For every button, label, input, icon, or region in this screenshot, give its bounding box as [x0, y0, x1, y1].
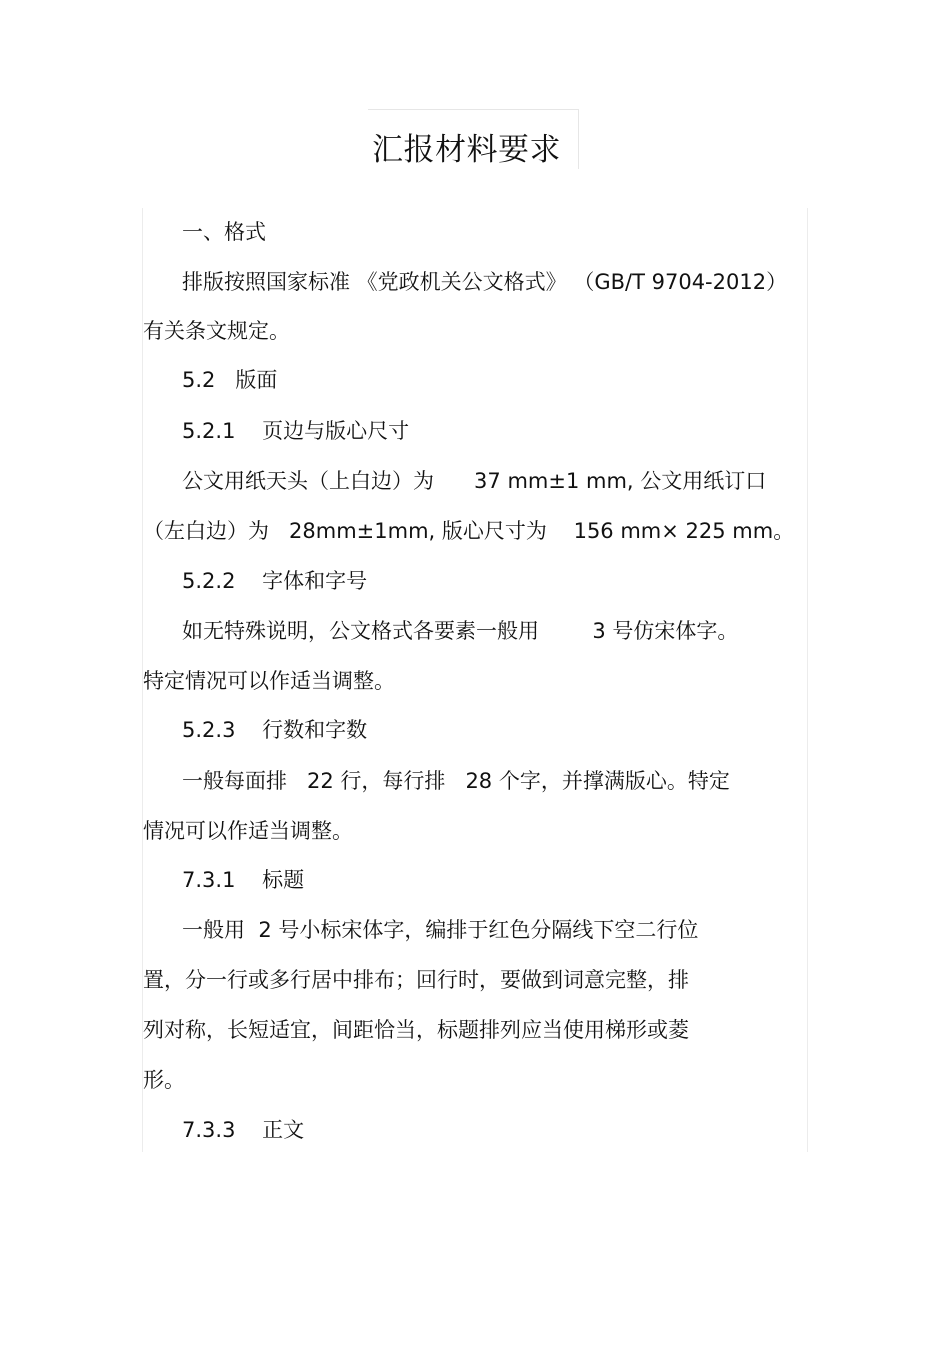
paragraph-line: 公文用纸天头（上白边）为 37 mm±1 mm, 公文用纸订口	[182, 469, 767, 493]
paragraph-line: 一般用 2 号小标宋体字，编排于红色分隔线下空二行位	[182, 918, 699, 942]
paragraph-line: 置，分一行或多行居中排布；回行时，要做到词意完整，排	[143, 968, 689, 992]
paragraph-line: 一般每面排 22 行，每行排 28 个字，并撑满版心。特定	[182, 769, 730, 793]
paragraph-line: 有关条文规定。	[143, 319, 290, 343]
subsection-heading: 5.2.1 页边与版心尺寸	[182, 419, 410, 443]
document-title: 汇报材料要求	[372, 132, 561, 168]
paragraph-line: （左白边）为 28mm±1mm, 版心尺寸为 156 mm× 225 mm。	[143, 519, 795, 543]
paragraph-line: 形。	[143, 1068, 185, 1092]
subsection-heading: 5.2.3 行数和字数	[182, 718, 368, 742]
paragraph-line: 特定情况可以作适当调整。	[143, 669, 395, 693]
paragraph-line: 列对称，长短适宜，间距恰当，标题排列应当使用梯形或菱	[143, 1018, 689, 1042]
subsection-heading: 7.3.1 标题	[182, 868, 305, 892]
paragraph-line: 情况可以作适当调整。	[143, 819, 353, 843]
paragraph-line: 排版按照国家标准 《党政机关公文格式》 （GB/T 9704-2012）	[182, 270, 788, 294]
section-heading-format: 一、格式	[182, 220, 266, 244]
paragraph-line: 如无特殊说明，公文格式各要素一般用 3 号仿宋体字。	[182, 619, 739, 643]
subsection-heading: 5.2.2 字体和字号	[182, 569, 368, 593]
subsection-heading: 5.2 版面	[182, 368, 278, 392]
subsection-heading: 7.3.3 正文	[182, 1118, 305, 1142]
